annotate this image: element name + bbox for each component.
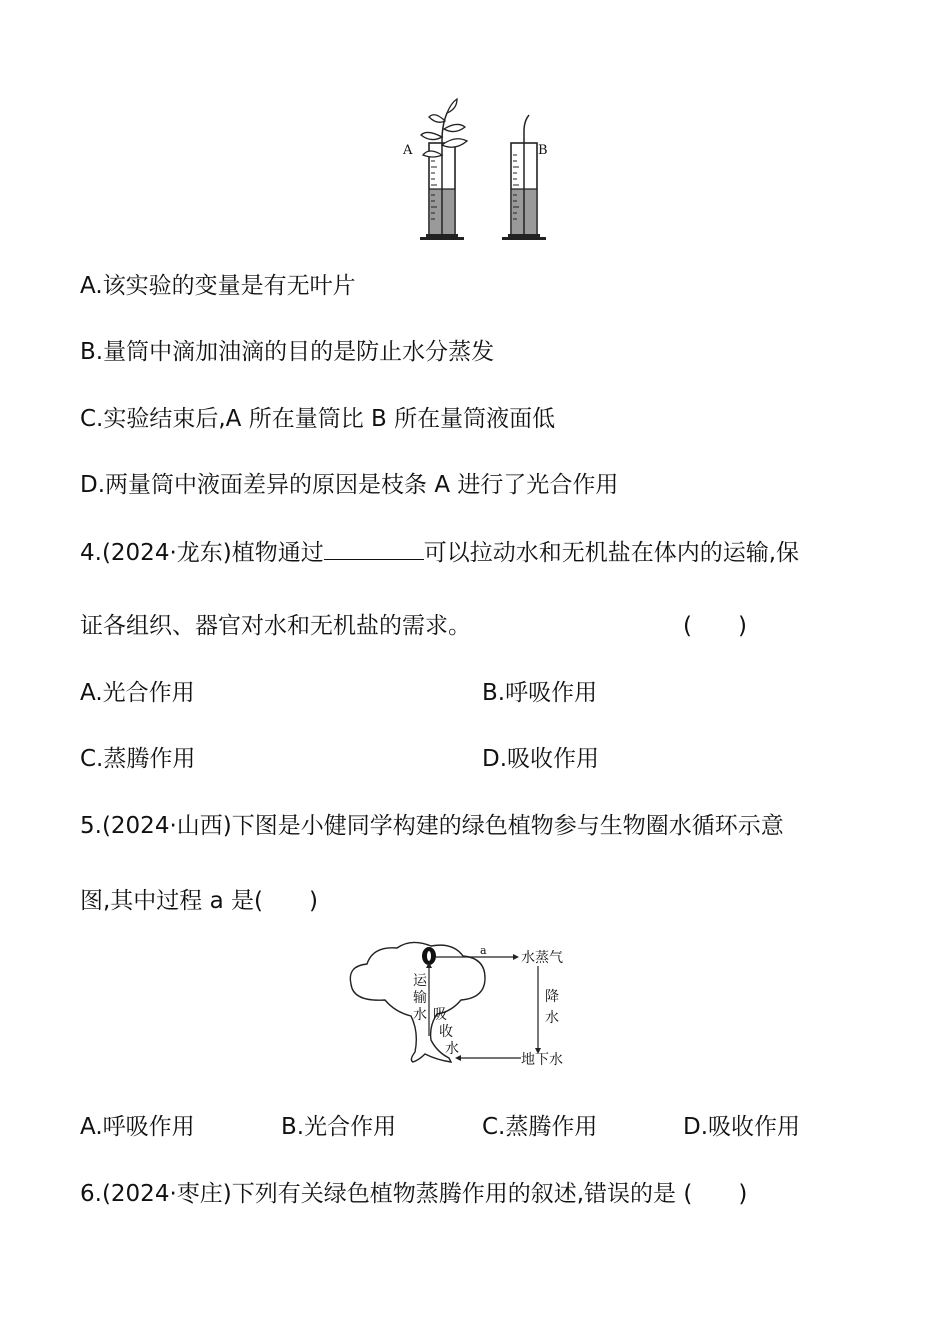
q5-option-b[interactable]: B.光合作用: [281, 1114, 397, 1140]
cylinder-a-label: A: [403, 143, 413, 158]
transport-char-3: 水: [413, 1007, 427, 1023]
precipitation-char-2: 水: [545, 1010, 559, 1026]
water-vapor-label: 水蒸气: [521, 950, 563, 966]
transport-char-2: 输: [413, 990, 427, 1006]
absorb-char-3: 水: [445, 1041, 459, 1057]
transport-char-1: 运: [413, 973, 427, 989]
cylinder-a: [420, 99, 467, 240]
q4-stem-line1: [80, 537, 799, 568]
groundwater-label: 地下水: [521, 1052, 563, 1068]
cylinder-b: [502, 115, 546, 240]
cylinder-b-label: B: [538, 143, 548, 158]
q5-stem-line2[interactable]: 图,其中过程 a 是( ): [80, 888, 318, 914]
q4-answer-paren[interactable]: ( ): [683, 613, 747, 639]
q3-option-c[interactable]: C.实验结束后,A 所在量筒比 B 所在量筒液面低: [80, 406, 556, 432]
process-a-label: a: [480, 944, 487, 957]
q4-answer-blank[interactable]: [324, 537, 424, 560]
q4-option-b[interactable]: B.呼吸作用: [482, 680, 598, 706]
q4-stem-before: 4.(2024·龙东)植物通过: [80, 540, 324, 566]
q5-option-d[interactable]: D.吸收作用: [683, 1114, 801, 1140]
q6-stem[interactable]: 6.(2024·枣庄)下列有关绿色植物蒸腾作用的叙述,错误的是 ( ): [80, 1181, 748, 1207]
q4-stem-line2-text: 证各组织、器官对水和无机盐的需求。: [80, 613, 471, 639]
q3-option-a[interactable]: A.该实验的变量是有无叶片: [80, 273, 356, 299]
q4-stem-after: 可以拉动水和无机盐在体内的运输,保: [423, 540, 800, 566]
q5-option-a[interactable]: A.呼吸作用: [80, 1114, 195, 1140]
q4-option-d[interactable]: D.吸收作用: [482, 746, 600, 772]
precipitation-char-1: 降: [545, 989, 559, 1005]
q4-option-c[interactable]: C.蒸腾作用: [80, 746, 196, 772]
q4-stem-line2: [80, 611, 471, 641]
q4-option-a[interactable]: A.光合作用: [80, 680, 195, 706]
q3-option-d[interactable]: D.两量筒中液面差异的原因是枝条 A 进行了光合作用: [80, 472, 619, 498]
q5-stem-line1: 5.(2024·山西)下图是小健同学构建的绿色植物参与生物圈水循环示意: [80, 813, 784, 839]
q5-option-c[interactable]: C.蒸腾作用: [482, 1114, 598, 1140]
q3-option-b[interactable]: B.量筒中滴加油滴的目的是防止水分蒸发: [80, 339, 495, 365]
absorb-char-1: 吸: [433, 1007, 447, 1023]
cylinder-experiment-figure: [395, 95, 560, 245]
water-cycle-diagram: [345, 940, 580, 1072]
absorb-char-2: 收: [439, 1024, 453, 1040]
